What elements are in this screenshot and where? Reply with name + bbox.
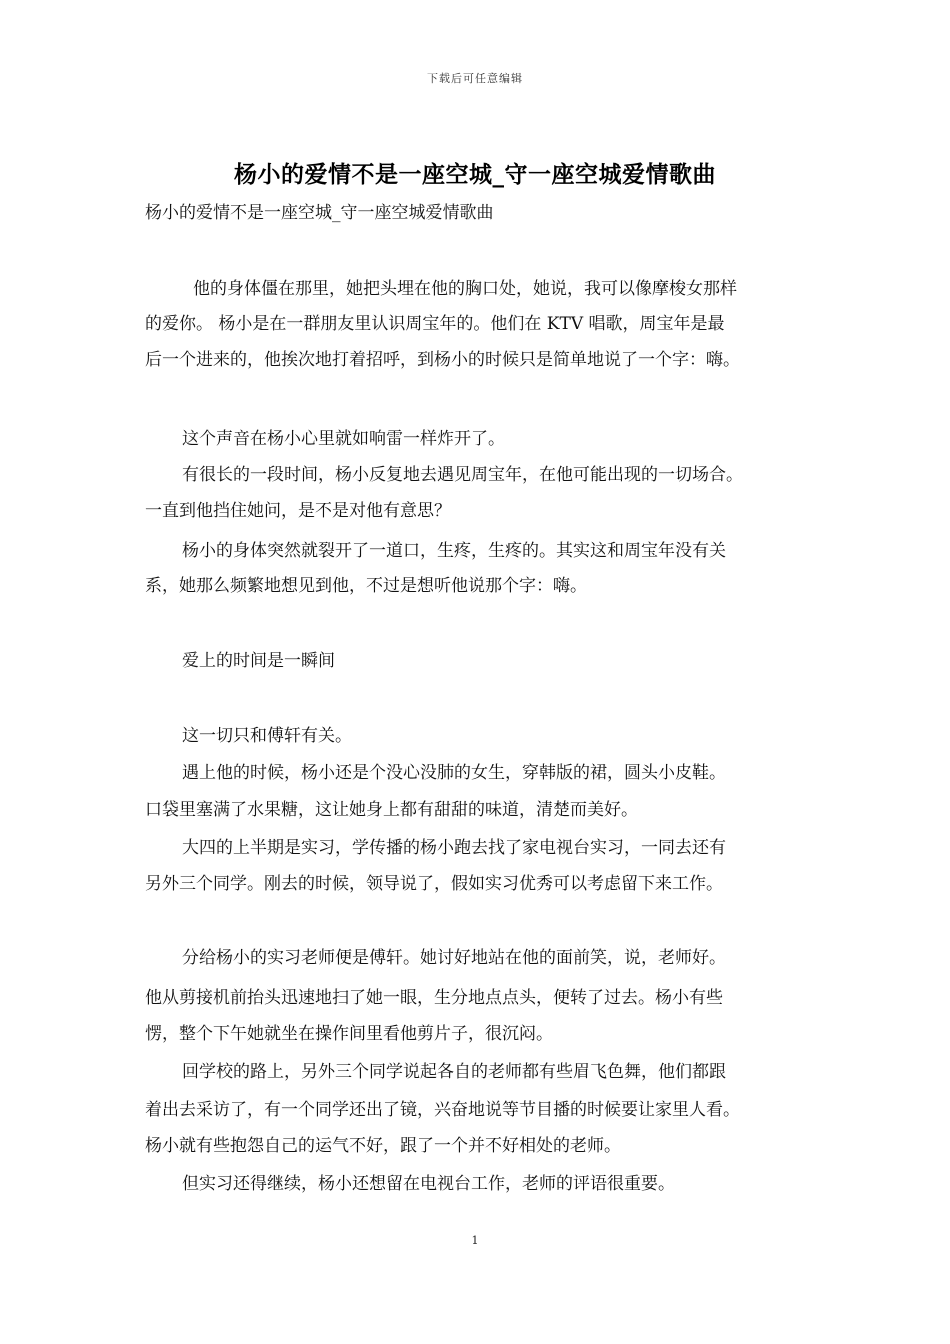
body-line: 遇上他的时候，杨小还是个没心没肺的女生，穿韩版的裙，圆头小皮鞋。 bbox=[182, 763, 726, 783]
body-line: 口袋里塞满了水果糖，这让她身上都有甜甜的味道，清楚而美好。 bbox=[145, 800, 638, 820]
subtitle-line: 杨小的爱情不是一座空城_守一座空城爱情歌曲 bbox=[145, 203, 494, 223]
body-line: 他从剪接机前抬头迅速地扫了她一眼，生分地点点头，便转了过去。杨小有些 bbox=[145, 988, 723, 1008]
body-line: 这一切只和傅轩有关。 bbox=[182, 726, 352, 746]
body-line: 他的身体僵在那里，她把头埋在他的胸口处，她说，我可以像摩梭女那样 bbox=[193, 279, 737, 299]
body-line: 系，她那么频繁地想见到他，不过是想听他说那个字：嗨。 bbox=[145, 576, 587, 596]
body-line: 这个声音在杨小心里就如响雷一样炸开了。 bbox=[182, 429, 505, 449]
body-line: 分给杨小的实习老师便是傅轩。她讨好地站在他的面前笑，说，老师好。 bbox=[182, 948, 726, 968]
body-line: 杨小就有些抱怨自己的运气不好，跟了一个并不好相处的老师。 bbox=[145, 1136, 621, 1156]
page-number: 1 bbox=[471, 1234, 479, 1247]
body-line: 有很长的一段时间，杨小反复地去遇见周宝年，在他可能出现的一切场合。 bbox=[182, 465, 743, 485]
body-line: 杨小的身体突然就裂开了一道口，生疼，生疼的。其实这和周宝年没有关 bbox=[182, 541, 726, 561]
body-line: 愣，整个下午她就坐在操作间里看他剪片子，很沉闷。 bbox=[145, 1024, 553, 1044]
section-heading: 爱上的时间是一瞬间 bbox=[182, 651, 335, 671]
body-line: 后一个进来的，他挨次地打着招呼，到杨小的时候只是简单地说了一个字：嗨。 bbox=[145, 350, 740, 370]
header-note: 下载后可任意编辑 bbox=[427, 72, 523, 85]
body-line: 着出去采访了，有一个同学还出了镜，兴奋地说等节目播的时候要让家里人看。 bbox=[145, 1100, 740, 1120]
body-line: 一直到他挡住她问，是不是对他有意思？ bbox=[145, 501, 451, 521]
body-line: 的爱你。 杨小是在一群朋友里认识周宝年的。他们在 KTV 唱歌，周宝年是最 bbox=[145, 314, 725, 334]
body-line: 大四的上半期是实习，学传播的杨小跑去找了家电视台实习，一同去还有 bbox=[182, 838, 726, 858]
body-line: 另外三个同学。刚去的时候，领导说了，假如实习优秀可以考虑留下来工作。 bbox=[145, 874, 723, 894]
body-line: 回学校的路上，另外三个同学说起各自的老师都有些眉飞色舞，他们都跟 bbox=[182, 1062, 726, 1082]
document-title: 杨小的爱情不是一座空城_守一座空城爱情歌曲 bbox=[234, 161, 716, 188]
body-line: 但实习还得继续，杨小还想留在电视台工作，老师的评语很重要。 bbox=[182, 1174, 675, 1194]
